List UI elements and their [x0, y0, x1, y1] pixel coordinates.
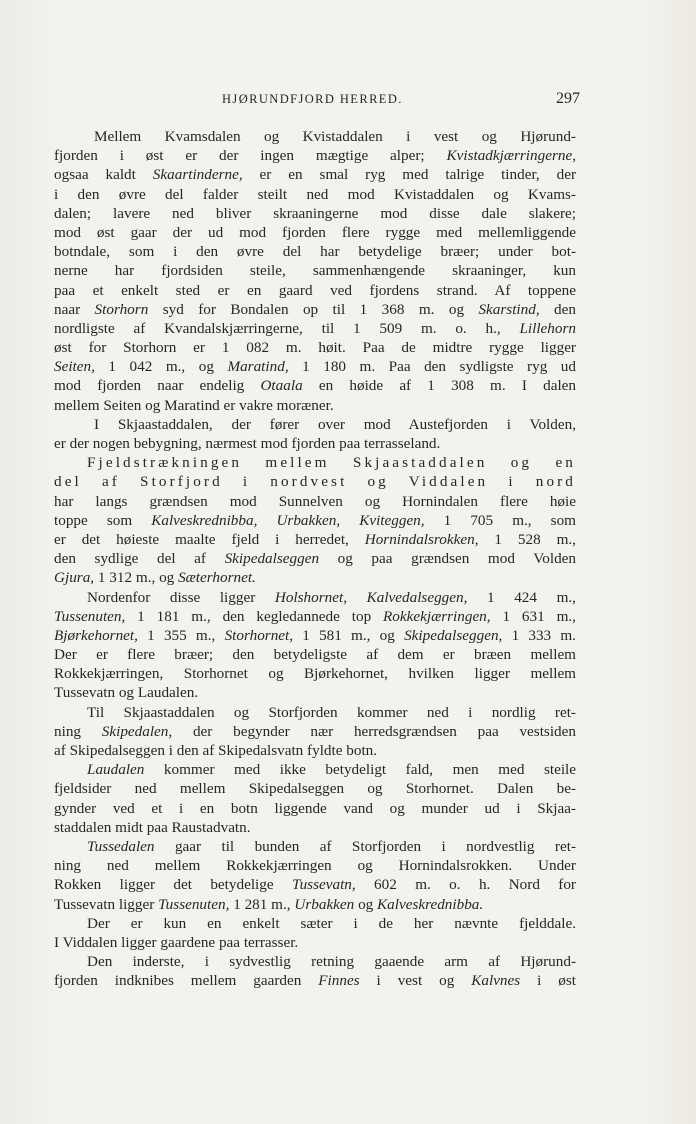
text-run: ning	[54, 722, 102, 740]
text-line	[54, 357, 576, 376]
text-run: i den øvre del falder steilt ned mod Kvistaddalen og Kvams-	[54, 185, 576, 203]
text-line	[54, 146, 576, 165]
text-line	[54, 683, 576, 702]
text-run: del af Storfjord i nordvest og Viddalen i nord	[54, 473, 576, 491]
text-run: Tussevatn og Laudalen.	[54, 684, 199, 702]
text-run: 1 180 m. Paa den sydligste ryg ud	[288, 358, 576, 376]
text-run: Tussevatn ligger	[54, 895, 159, 913]
text-line	[54, 165, 576, 184]
text-line	[54, 223, 576, 242]
text-run: syd for Bondalen op til 1 368 m. og	[148, 300, 479, 318]
italic-run: Kalvnes	[471, 972, 521, 990]
italic-run: Seiten,	[54, 358, 95, 376]
text-line	[54, 511, 576, 530]
text-run: dalen; lavere ned bliver skraaningerne mod disse dale slakere;	[54, 204, 576, 222]
text-run: 1 312 m., og	[94, 569, 179, 587]
text-line	[54, 607, 576, 626]
text-line	[54, 434, 576, 453]
text-run: botndale, som i den øvre del har betydelige bræer; under bot-	[54, 243, 576, 261]
italic-run: Hornindalsrokken,	[364, 530, 479, 548]
italic-run: Gjura,	[54, 569, 95, 587]
text-line	[54, 933, 576, 952]
text-run: naar	[54, 300, 95, 318]
text-run: af Skipedalseggen i den af Skipedalsvatn fyldte botn.	[54, 742, 378, 759]
text-run: mod øst gaar der ud mod fjorden flere rygge med mellemliggende	[54, 223, 576, 241]
text-run: er der nogen bebygning, nærmest mod fjorden paa terrasseland.	[54, 435, 441, 452]
text-line	[54, 703, 576, 722]
text-run: toppe som	[54, 511, 152, 529]
text-run: Mellem Kvamsdalen og Kvistaddalen i vest og Hjørund-	[94, 128, 576, 145]
text-line	[54, 204, 576, 223]
italic-run: Finnes	[318, 972, 360, 990]
italic-run: Rokkekjærringen,	[383, 607, 491, 625]
text-run: Den inderste, i sydvestlig retning gaaende arm af Hjørund-	[87, 953, 576, 971]
italic-run: Laudalen	[87, 761, 145, 779]
text-run: der begynder nær herredsgrændsen paa vestsiden	[172, 722, 576, 740]
text-line	[54, 338, 576, 357]
text-line	[54, 415, 576, 434]
text-run: fjorden indknibes mellem gaarden	[54, 972, 319, 990]
italic-run: Kvistadkjærringerne,	[446, 147, 576, 165]
text-run: i vest og	[359, 972, 472, 990]
text-line	[54, 741, 576, 760]
italic-run: Storhornet,	[224, 626, 294, 644]
italic-run: Tussenuten,	[158, 895, 230, 913]
text-line	[54, 396, 576, 415]
text-run: gynder ved et i en botn liggende vand og munder ud i Skjaa-	[54, 799, 576, 817]
text-run: Der er flere bræer; den betydeligste af dem er bræen mellem	[54, 646, 576, 664]
text-run: kommer med ikke betydeligt fald, men med steile	[144, 761, 576, 779]
italic-run: Tussevatn,	[291, 876, 356, 894]
text-run: Fjeldstrækningen mellem Skjaastaddalen og en	[87, 454, 576, 472]
text-run: og paa grændsen mod Volden	[319, 550, 576, 568]
text-run: 1 581 m., og	[293, 626, 405, 644]
text-run: den sydlige del af	[54, 550, 225, 568]
text-run: mellem Seiten og Maratind er vakre moræner.	[54, 396, 334, 414]
text-run: fjorden i øst er der ingen mægtige alper;	[54, 147, 447, 165]
text-run: paa et enkelt sted er en gaard ved fjordens strand. Af toppene	[54, 281, 576, 299]
text-line	[54, 875, 576, 894]
text-line	[54, 664, 576, 683]
text-run: 1 424 m.,	[467, 588, 576, 606]
text-line	[54, 914, 576, 933]
text-run: mod fjorden naar endelig	[54, 377, 261, 395]
text-line	[54, 818, 576, 837]
text-line	[54, 799, 576, 818]
italic-run: Maratind,	[227, 358, 289, 376]
text-line	[54, 588, 576, 607]
italic-run: Tussedalen	[87, 837, 155, 855]
italic-run: Kalveskrednibba.	[377, 895, 484, 913]
italic-run: Skipedalseggen	[224, 550, 320, 568]
text-line	[54, 722, 576, 741]
text-run: gaar til bunden af Storfjorden i nordvestlig ret-	[154, 837, 576, 855]
text-line	[54, 779, 576, 798]
text-line	[54, 760, 576, 779]
text-line	[54, 242, 576, 261]
italic-run: Skaartinderne,	[152, 166, 243, 184]
text-line	[54, 453, 576, 472]
running-head: HJØRUNDFJORD HERRED.	[222, 92, 403, 106]
text-line	[54, 952, 576, 971]
text-run: 602 m. o. h. Nord for	[355, 876, 576, 894]
text-run: i øst	[520, 972, 577, 990]
text-line	[54, 971, 576, 990]
text-run: Rokken ligger det betydelige	[54, 876, 292, 894]
text-line	[54, 376, 576, 395]
italic-run: Skarstind,	[478, 300, 540, 318]
text-line	[54, 645, 576, 664]
italic-run: Bjørkehornet,	[54, 626, 138, 644]
text-run: I Viddalen ligger gaardene paa terrasser.	[54, 933, 299, 951]
text-run: 1 705 m., som	[424, 511, 576, 529]
italic-run: Tussenuten,	[54, 607, 126, 625]
text-run: 1 042 m., og	[94, 358, 228, 376]
text-line	[54, 281, 576, 300]
text-run: den	[539, 300, 576, 318]
text-run: Rokkekjærringen, Storhornet og Bjørkehornet, hvilken ligger mellem	[54, 665, 576, 683]
text-run: Der er kun en enkelt sæter i de her nævnte fjelddale.	[87, 914, 576, 932]
text-run: staddalen midt paa Raustadvatn.	[54, 818, 251, 836]
text-run: 1 281 m.,	[229, 895, 295, 913]
text-run: øst for Storhorn er 1 082 m. høit. Paa de midtre rygge ligger	[54, 339, 576, 357]
text-line	[54, 319, 576, 338]
text-run: nordligste af Kvandalskjærringerne, til 1 509 m. o. h.,	[54, 319, 520, 337]
text-run: 1 528 m.,	[478, 530, 576, 548]
text-line	[54, 895, 576, 914]
text-line	[54, 568, 576, 587]
text-run: 1 631 m.,	[490, 607, 576, 625]
text-line	[54, 492, 576, 511]
italic-run: Otaala	[260, 377, 303, 395]
text-run: nerne har fjordsiden steile, sammenhængende skraaninger, kun	[54, 262, 576, 280]
text-line	[54, 261, 576, 280]
text-run: Til Skjaastaddalen og Storfjorden kommer ned i nordlig ret-	[87, 703, 576, 721]
italic-run: Kalveskrednibba, Urbakken, Kviteggen,	[151, 511, 425, 529]
text-line	[54, 530, 576, 549]
text-run: Nordenfor disse ligger	[87, 588, 275, 606]
text-line	[54, 549, 576, 568]
body-text	[54, 127, 576, 990]
text-run: har langs grændsen mod Sunnelven og Hornindalen flere høie	[54, 492, 576, 510]
text-line	[54, 472, 576, 491]
italic-run: Skipedalen,	[101, 722, 173, 740]
text-line	[54, 837, 576, 856]
italic-run: Skipedalseggen,	[404, 626, 503, 644]
page-number: 297	[556, 90, 580, 107]
italic-run: Holshornet, Kalvedalseggen,	[274, 588, 468, 606]
italic-run: Storhorn	[94, 300, 149, 318]
text-run: en høide af 1 308 m. I dalen	[302, 377, 576, 395]
text-line	[54, 185, 576, 204]
text-run: I Skjaastaddalen, der fører over mod Austefjorden i Volden,	[94, 415, 576, 433]
italic-run: Urbakken	[294, 895, 355, 913]
text-line	[54, 856, 576, 875]
text-run: 1 333 m.	[502, 626, 576, 644]
text-line	[54, 626, 576, 645]
text-run: er det høieste maalte fjeld i herredet,	[54, 530, 365, 548]
text-run: 1 355 m.,	[137, 626, 225, 644]
text-run: er en smal ryg med talrige tinder, der	[242, 166, 576, 184]
text-line	[54, 127, 576, 146]
italic-run: Sæterhornet.	[178, 569, 256, 587]
italic-run: Lillehorn	[519, 319, 576, 337]
page-header	[54, 92, 580, 112]
text-run: fjeldsider ned mellem Skipedalseggen og Storhornet. Dalen be-	[54, 780, 576, 798]
text-run: ogsaa kaldt	[54, 166, 153, 184]
text-run: og	[354, 895, 378, 913]
text-line	[54, 300, 576, 319]
text-run: ning ned mellem Rokkekjærringen og Hornindalsrokken. Under	[54, 857, 576, 875]
text-run: 1 181 m., den kegledannede top	[125, 607, 384, 625]
